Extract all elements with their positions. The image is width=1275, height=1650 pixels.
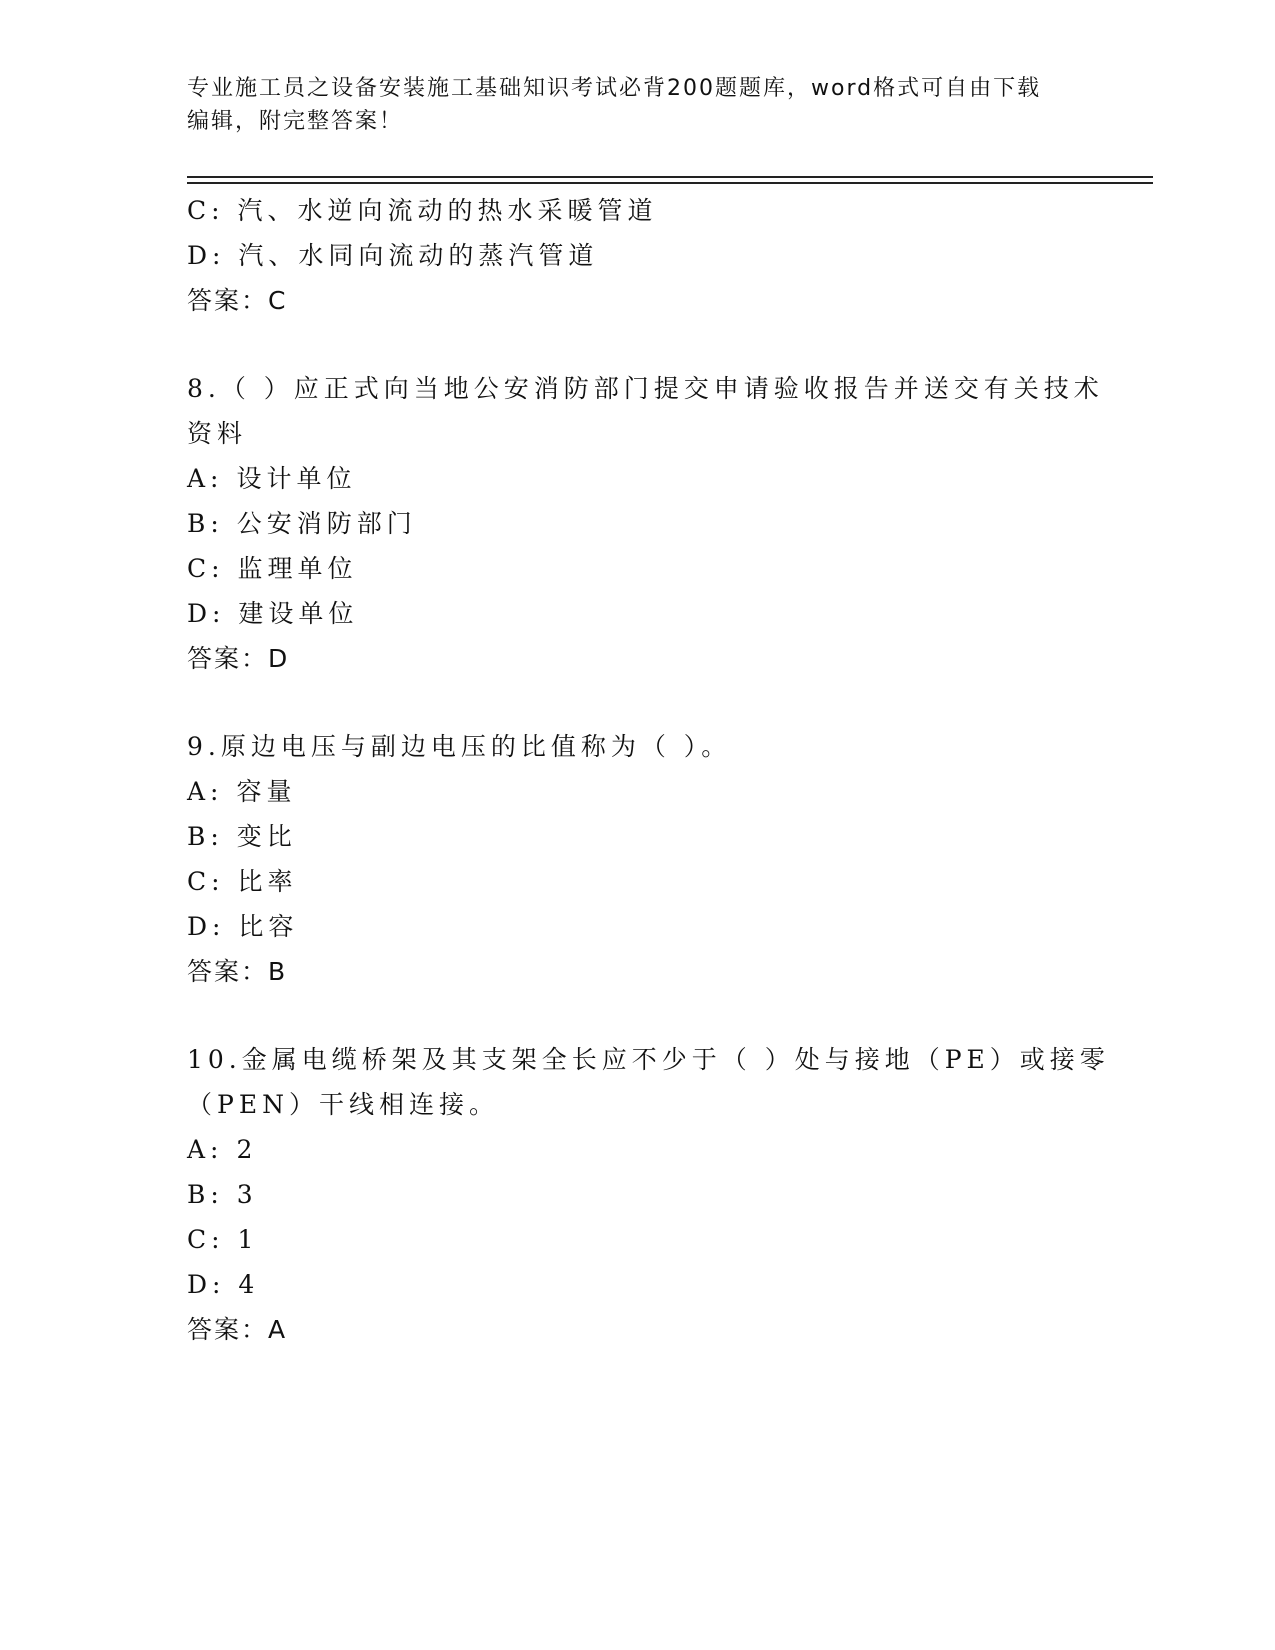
option-text: 监理单位 [237, 554, 358, 583]
question-content [187, 188, 1110, 1353]
question-stem-line: 10.金属电缆桥架及其支架全长应不少于（ ）处与接地（PE）或接零 [187, 1045, 1110, 1074]
answer-line: 答案：A [187, 1315, 288, 1344]
option-label: D: [187, 241, 226, 270]
option-label: B: [187, 1180, 224, 1209]
option-c [187, 1217, 1087, 1262]
option-label: B: [187, 509, 224, 538]
question-stem-line: （PEN）干线相连接。 [187, 1090, 499, 1119]
carryover-question [187, 188, 1087, 324]
option-text: 4 [238, 1270, 260, 1299]
question-stem-line: 8.（ ）应正式向当地公安消防部门提交申请验收报告并送交有关技术 [187, 374, 1104, 403]
option-b [187, 1172, 1087, 1217]
option-b [187, 814, 1087, 859]
option-c [187, 546, 1087, 591]
option-label: D: [187, 912, 226, 941]
answer-line: 答案：C [187, 286, 288, 315]
option-label: A: [187, 1135, 224, 1164]
option-label: C: [187, 1225, 225, 1254]
option-text: 汽、水同向流动的蒸汽管道 [238, 241, 599, 270]
answer-line: 答案：B [187, 957, 288, 986]
option-b [187, 501, 1087, 546]
option-c [187, 188, 1087, 233]
option-d [187, 233, 1087, 278]
document-header [187, 72, 1087, 138]
header-divider-top [187, 176, 1153, 178]
option-label: A: [187, 464, 224, 493]
option-a [187, 1127, 1087, 1172]
option-a [187, 456, 1087, 501]
answer-line: 答案：D [187, 644, 290, 673]
question-8 [187, 366, 1104, 682]
option-text: 变比 [236, 822, 297, 851]
option-text: 比容 [238, 912, 299, 941]
option-text: 容量 [236, 777, 297, 806]
option-a [187, 769, 1087, 814]
option-label: C: [187, 196, 225, 225]
option-d [187, 591, 1087, 636]
option-text: 公安消防部门 [236, 509, 417, 538]
option-text: 2 [236, 1135, 258, 1164]
header-divider-bottom [187, 182, 1153, 184]
header-line-2: 编辑，附完整答案！ [187, 109, 404, 134]
option-label: B: [187, 822, 224, 851]
question-stem-line: 9.原边电压与副边电压的比值称为（ ）。 [187, 732, 732, 761]
option-label: C: [187, 867, 225, 896]
option-d [187, 1262, 1087, 1307]
option-text: 设计单位 [236, 464, 357, 493]
option-label: A: [187, 777, 224, 806]
option-text: 汽、水逆向流动的热水采暖管道 [237, 196, 658, 225]
option-label: D: [187, 1270, 226, 1299]
option-label: C: [187, 554, 225, 583]
option-c [187, 859, 1087, 904]
question-9 [187, 724, 1087, 995]
option-text: 比率 [237, 867, 298, 896]
option-d [187, 904, 1087, 949]
option-label: D: [187, 599, 226, 628]
question-10 [187, 1037, 1110, 1353]
option-text: 3 [236, 1180, 258, 1209]
option-text: 1 [237, 1225, 259, 1254]
question-stem-line: 资料 [187, 419, 248, 448]
option-text: 建设单位 [238, 599, 359, 628]
header-line-1: 专业施工员之设备安装施工基础知识考试必背200题题库，word格式可自由下载 [187, 76, 1042, 101]
